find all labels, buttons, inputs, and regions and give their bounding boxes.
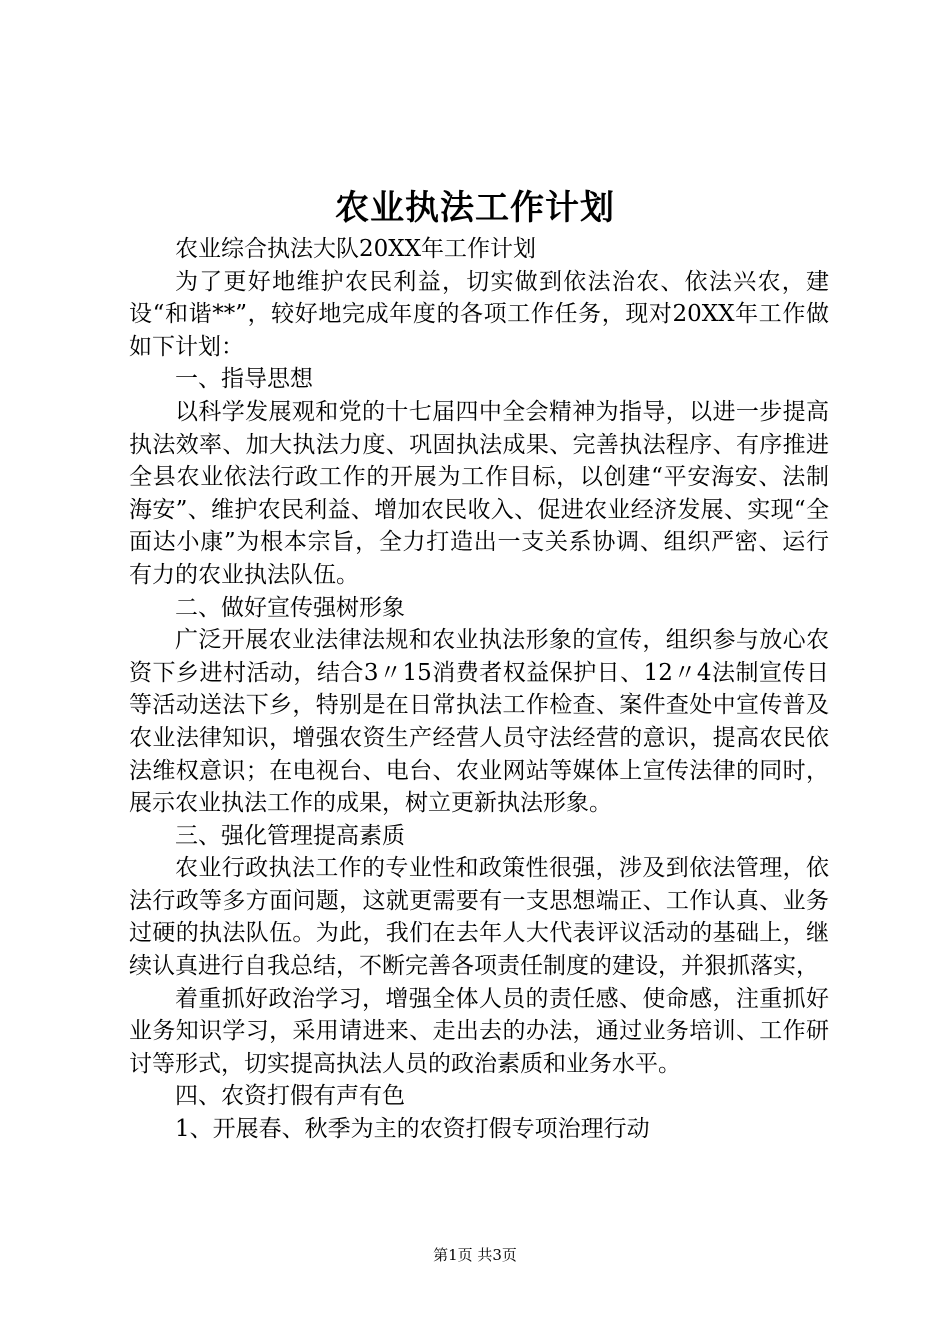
document-body [129,233,829,1146]
section-4-item-1: 1、开展春、秋季为主的农资打假专项治理行动 [175,1116,650,1143]
section-heading-2: 二、做好宣传强树形象 [175,594,405,621]
subtitle-paragraph: 农业综合执法大队20XX年工作计划 [175,236,537,262]
section-2-paragraph: 广泛开展农业法律法规和农业执法形象的宣传，组织参与放心农资下乡进村活动，结合3〃15消费者权益保护日、12〃4法制宣传日等活动送法下乡，特别是在日常执法工作检查、案件查处中宣传普及农业法律知识，增强农资生产经营人员守法经营的意识，提高农民依法维权意识；在电视台、电台、农业网站等媒体上宣传法律的同时，展示农业执法工作的成果，树立更新执法形象。 [129,627,829,817]
section-heading-1: 一、指导思想 [175,366,313,393]
section-heading-3: 三、强化管理提高素质 [175,822,405,849]
section-1-paragraph: 以科学发展观和党的十七届四中全会精神为指导，以进一步提高执法效率、加大执法力度、巩固执法成果、完善执法程序、有序推进全县农业依法行政工作的开展为工作目标，以创建“平安海安、法制海安”、维护农民利益、增加农民收入、促进农业经济发展、实现“全面达小康”为根本宗旨，全力打造出一支关系协调、组织严密、运行有力的农业执法队伍。 [129,398,829,588]
intro-paragraph: 为了更好地维护农民利益，切实做到依法治农、依法兴农，建设“和谐**”，较好地完成年度的各项工作任务，现对20XX年工作做如下计划： [129,268,829,360]
document-title: 农业执法工作计划 [335,188,615,228]
section-3-paragraph-2: 着重抓好政治学习，增强全体人员的责任感、使命感，注重抓好业务知识学习，采用请进来、走出去的办法，通过业务培训、工作研讨等形式，切实提高执法人员的政治素质和业务水平。 [129,985,829,1077]
section-3-paragraph-1: 农业行政执法工作的专业性和政策性很强，涉及到依法管理，依法行政等多方面问题，这就更需要有一支思想端正、工作认真、业务过硬的执法队伍。为此，我们在去年人大代表评议活动的基础上，继续认真进行自我总结，不断完善各项责任制度的建设，并狠抓落实， [129,855,829,980]
page-footer: 第1页 共3页 [433,1246,517,1264]
section-heading-4: 四、农资打假有声有色 [175,1083,405,1110]
